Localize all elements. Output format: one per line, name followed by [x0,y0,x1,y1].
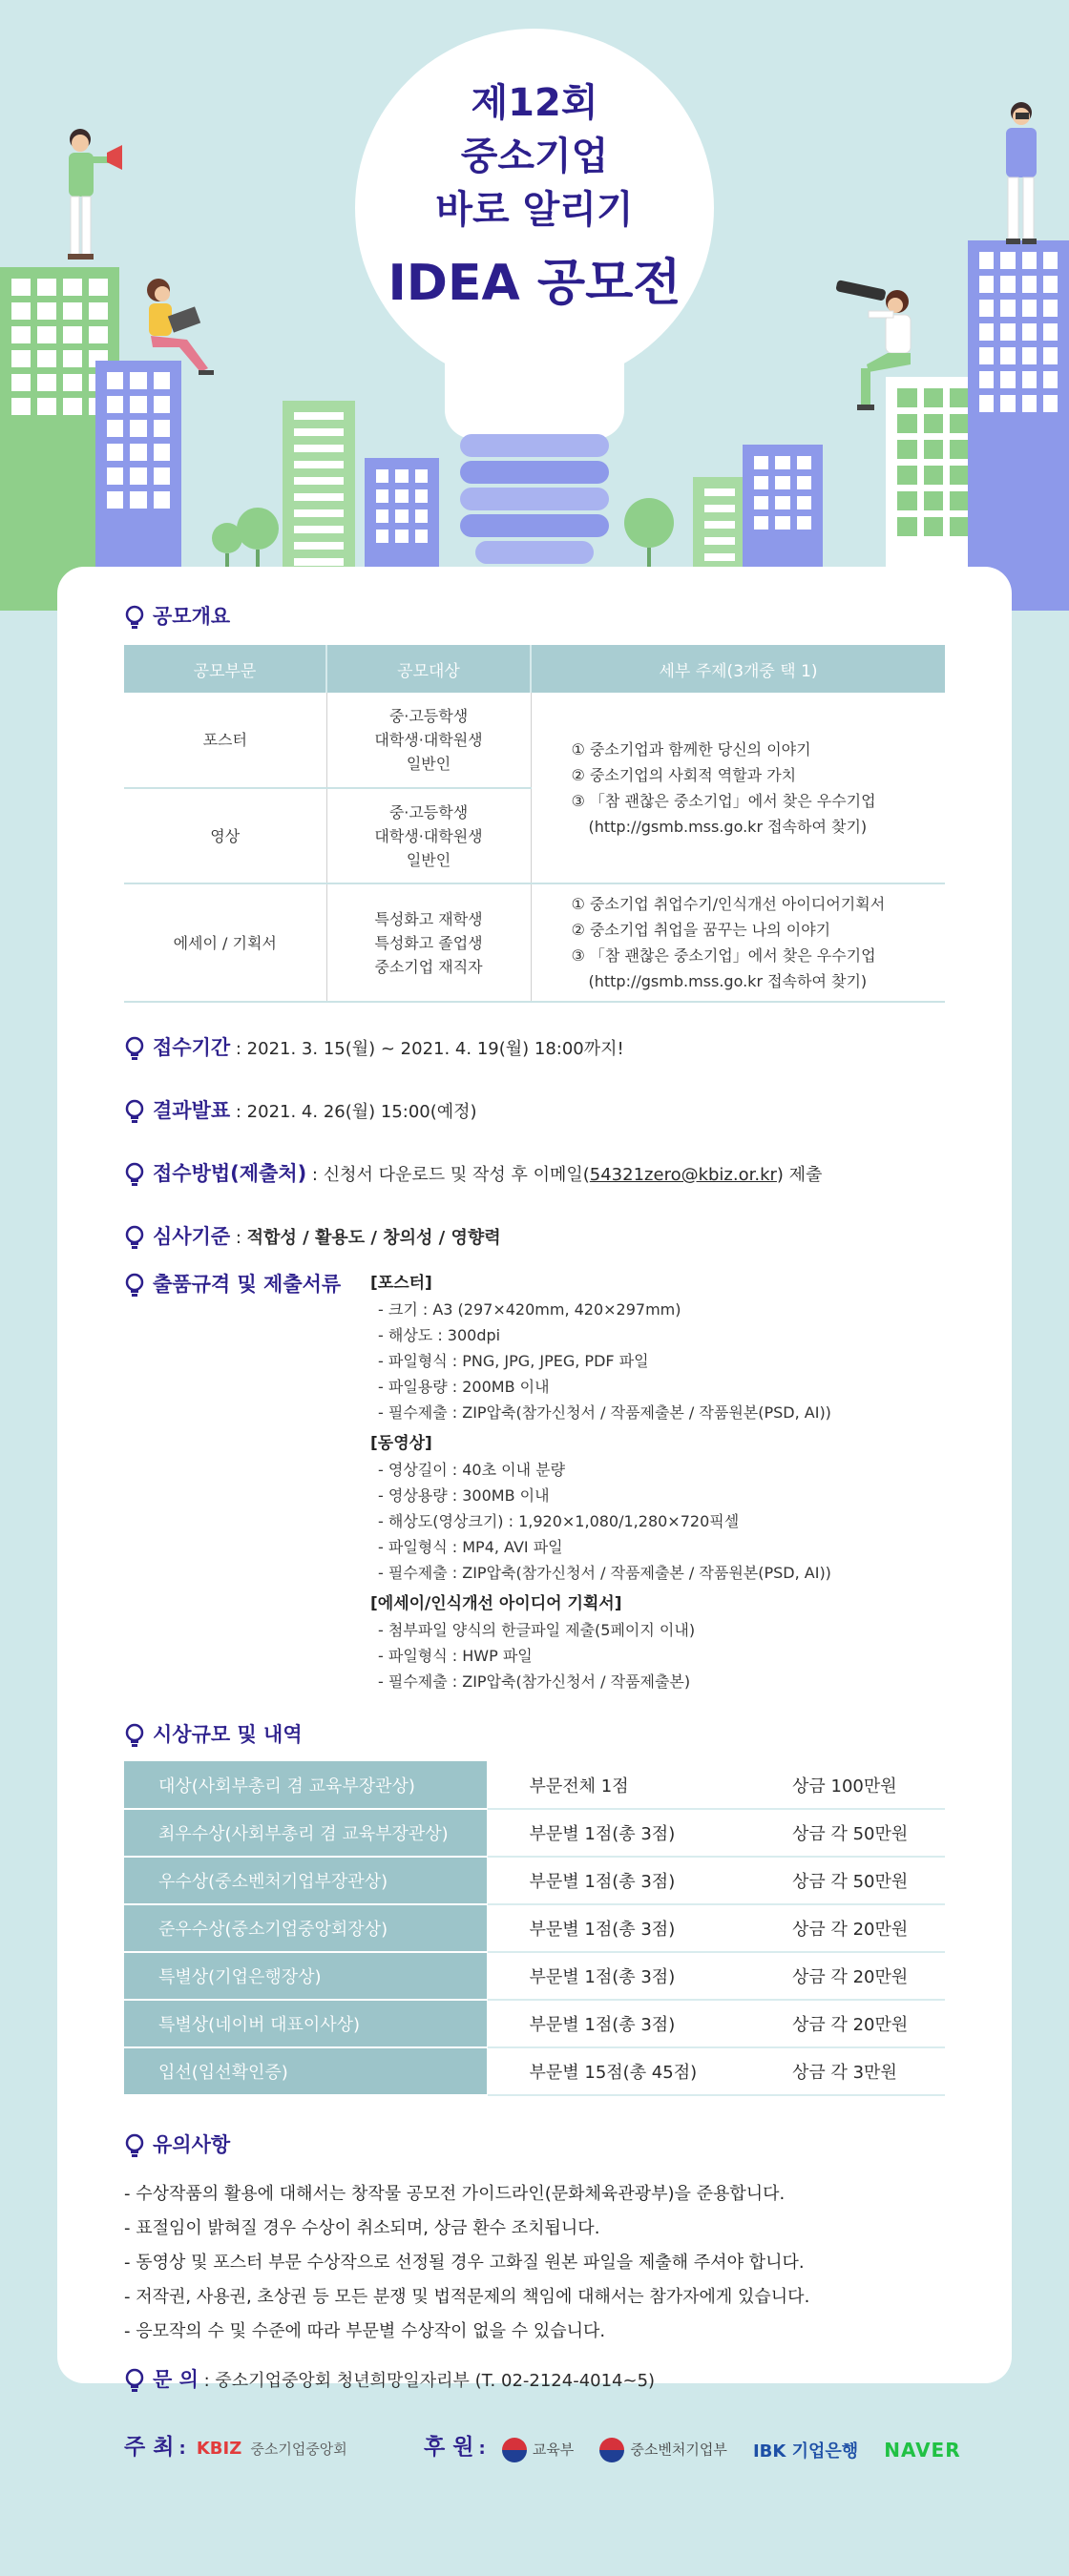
person-laptop-icon [132,277,227,401]
hero-title-line4: IDEA 공모전 [388,255,681,312]
prize-amount: 상금 각 20만원 [748,2000,945,2047]
target-item: 중·고등학생 [388,802,469,821]
overview-table [124,645,945,1003]
table-row [124,883,945,1002]
contact-row: 문 의 : 중소기업중앙회 청년희망일자리부 (T. 02-2124-4014~5) [124,2364,655,2393]
method-prefix: 신청서 다운로드 및 작성 후 이메일( [323,1165,590,1185]
topic-item: (http://gsmb.mss.go.kr 접속하여 찾기) [588,817,868,836]
notes-list [124,2177,809,2349]
topic-item: ① 중소기업과 함께한 당신의 이야기 [571,739,811,758]
target-item: 중·고등학생 [388,707,469,725]
overview-category-cell: 포스터 [124,693,326,788]
spec-item: - 필수제출 : ZIP압축(참가신청서 / 작품제출본 / 작품원본(PSD, AI)) [378,1403,831,1422]
target-item: 특성화고 재학생 [374,909,483,928]
table-row [124,693,945,788]
topic-item: ③ 「참 괜찮은 중소기업」에서 찾은 우수기업 [571,791,876,810]
prize-amount: 상금 각 20만원 [748,1952,945,2000]
spec-list [370,1271,831,1694]
table-row [124,1857,945,1904]
government-emblem-icon [502,2438,527,2462]
list-item: - 저작권, 사용권, 초상권 등 모든 분쟁 및 법적문제의 책임에 대해서는 참가자에게 있습니다. [124,2287,810,2307]
kbiz-logo: KBIZ [196,2439,242,2459]
prize-name: 대상(사회부총리 겸 교육부장관상) [124,1761,487,1809]
bulb-bullet-icon [124,1723,145,1748]
bulb-bullet-icon [124,1273,145,1298]
topic-item: ① 중소기업 취업수기/인식개선 아이디어기획서 [571,895,886,913]
prize-count: 부문별 15점(총 45점) [487,2047,748,2095]
bulb-bullet-icon [124,605,145,630]
email-link[interactable]: 54321zero@kbiz.or.kr [589,1165,777,1185]
spec-item: - 파일형식 : PNG, JPG, JPEG, PDF 파일 [378,1352,649,1370]
prize-name: 특별상(기업은행장상) [124,1952,487,2000]
table-row [124,1952,945,2000]
prize-amount: 상금 각 3만원 [748,2047,945,2095]
host-name: 중소기업중앙회 [250,2441,347,2458]
spec-item: - 크기 : A3 (297×420mm, 420×297mm) [378,1300,681,1319]
person-megaphone-icon [53,124,130,267]
prize-amount: 상금 각 50만원 [748,1857,945,1904]
topic-item: (http://gsmb.mss.go.kr 접속하여 찾기) [588,972,868,990]
spec-group-title: [동영상] [370,1434,432,1453]
method-label: 접수방법(제출처) [153,1162,307,1185]
prizes-section-title [124,1719,303,1748]
table-row [124,1809,945,1857]
table-row [124,2047,945,2095]
criteria-value: 적합성 / 활용도 / 창의성 / 영향력 [246,1228,501,1248]
prize-name: 준우수상(중소기업중앙회장상) [124,1904,487,1952]
period-label: 접수기간 [153,1036,231,1059]
sponsor-name: 중소벤처기업부 [630,2441,727,2458]
prizes-title-text: 시상규모 및 내역 [153,1723,303,1746]
prize-name: 우수상(중소벤처기업부장관상) [124,1857,487,1904]
overview-title-text: 공모개요 [153,605,231,628]
prize-count: 부문별 1점(총 3점) [487,2000,748,2047]
list-item: - 표절임이 밝혀질 경우 수상이 취소되며, 상금 환수 조치됩니다. [124,2218,600,2238]
sponsor-label: 후 원 [423,2435,474,2460]
spec-item: - 영상용량 : 300MB 이내 [378,1486,550,1505]
overview-table-header [124,645,945,693]
result-line: 결과발표 : 2021. 4. 26(월) 15:00(예정) [124,1095,477,1124]
overview-target-cell [326,693,531,788]
contact-value: 중소기업중앙회 청년희망일자리부 (T. 02-2124-4014~5) [215,2371,656,2391]
overview-col-target: 공모대상 [326,645,531,693]
spec-group-title: [포스터] [370,1274,432,1293]
footer-logos: 주 최 : KBIZ 중소기업중앙회 후 원 : 교육부 중소벤처기업부 IBK 기업은행 NAVER [124,2435,961,2462]
overview-target-cell [326,883,531,1002]
naver-logo: NAVER [884,2438,961,2462]
topic-item: ③ 「참 괜찮은 중소기업」에서 찾은 우수기업 [571,946,876,965]
prize-table [124,1761,945,2096]
overview-section-title [124,601,230,630]
table-row [124,1761,945,1809]
person-telescope-icon [830,277,935,420]
hero-illustration [0,0,1069,611]
bulb-bullet-icon [124,1162,145,1187]
bulb-bullet-icon [124,2368,145,2393]
prize-amount: 상금 100만원 [748,1761,945,1809]
prize-count: 부문별 1점(총 3점) [487,1904,748,1952]
spec-group-title: [에세이/인식개선 아이디어 기획서] [370,1594,622,1613]
spec-item: - 해상도 : 300dpi [378,1326,501,1344]
target-item: 중소기업 재직자 [374,957,483,976]
prize-amount: 상금 각 20만원 [748,1904,945,1952]
notes-title-text: 유의사항 [153,2133,231,2156]
result-value: 2021. 4. 26(월) 15:00(예정) [246,1102,477,1122]
target-item: 대학생·대학원생 [374,826,483,845]
target-item: 일반인 [406,755,451,773]
overview-topic-cell [531,693,945,883]
host-label: 주 최 [124,2435,175,2460]
content-card [57,567,1012,2383]
prize-count: 부문전체 1점 [487,1761,748,1809]
period-value: 2021. 3. 15(월) ~ 2021. 4. 19(월) 18:00까지! [246,1039,624,1059]
target-item: 일반인 [406,850,451,869]
topic-item: ② 중소기업 취업을 꿈꾸는 나의 이야기 [571,921,831,939]
contact-label: 문 의 [153,2368,199,2391]
criteria-line: 심사기준 : 적합성 / 활용도 / 창의성 / 영향력 [124,1221,501,1250]
prize-name: 최우수상(사회부총리 겸 교육부장관상) [124,1809,487,1857]
method-line: 접수방법(제출처) : 신청서 다운로드 및 작성 후 이메일(54321zero@kbiz.or.kr) 제출 [124,1158,822,1187]
sponsor-mss [599,2438,726,2462]
prize-count: 부문별 1점(총 3점) [487,1857,748,1904]
overview-target-cell [326,788,531,883]
prize-count: 부문별 1점(총 3점) [487,1809,748,1857]
list-item: - 동영상 및 포스터 부문 수상작으로 선정될 경우 고화질 원본 파일을 제출해 주셔야 합니다. [124,2253,805,2273]
overview-col-topic: 세부 주제(3개중 택 1) [531,645,945,693]
prize-amount: 상금 각 50만원 [748,1809,945,1857]
spec-item: - 필수제출 : ZIP압축(참가신청서 / 작품제출본) [378,1672,691,1691]
target-item: 대학생·대학원생 [374,731,483,749]
result-label: 결과발표 [153,1099,231,1122]
hero-title-line3: 바로 알리기 [435,188,634,232]
spec-item: - 첨부파일 양식의 한글파일 제출(5페이지 이내) [378,1621,696,1639]
criteria-label: 심사기준 [153,1225,231,1248]
spec-item: - 파일용량 : 200MB 이내 [378,1378,550,1396]
hero-title-line2: 중소기업 [460,135,609,178]
ibk-logo: IBK 기업은행 [752,2441,859,2462]
prize-count: 부문별 1점(총 3점) [487,1952,748,2000]
bulb-base [460,434,609,577]
overview-category-cell: 영상 [124,788,326,883]
spec-item: - 영상길이 : 40초 이내 분량 [378,1461,566,1479]
table-row [124,2000,945,2047]
list-item: - 수상작품의 활용에 대해서는 창작물 공모전 가이드라인(문화체육관광부)을 준용합니다. [124,2184,786,2204]
bulb-bullet-icon [124,1036,145,1061]
notes-section-title [124,2129,230,2158]
prize-name: 특별상(네이버 대표이사상) [124,2000,487,2047]
list-item: - 응모작의 수 및 수준에 따라 부문별 수상작이 없을 수 있습니다. [124,2321,606,2341]
table-row [124,1904,945,1952]
overview-category-cell: 에세이 / 기획서 [124,883,326,1002]
overview-col-category: 공모부문 [124,645,326,693]
method-suffix: ) 제출 [776,1165,823,1185]
spec-item: - 해상도(영상크기) : 1,920×1,080/1,280×720픽셀 [378,1512,740,1530]
bulb-bullet-icon [124,1099,145,1124]
topic-item: ② 중소기업의 사회적 역할과 가치 [571,765,797,784]
spec-section-title [124,1269,341,1298]
bulb-bullet-icon [124,1225,145,1250]
sponsor-moe [502,2438,574,2462]
hero-title [355,76,714,326]
person-binoculars-icon [989,99,1056,252]
building-right-tall [968,240,1069,611]
target-item: 특성화고 졸업생 [374,933,483,952]
overview-topic-cell [531,883,945,1002]
hero-title-line1: 제12회 [471,81,598,125]
spec-item: - 파일형식 : MP4, AVI 파일 [378,1538,563,1556]
spec-item: - 파일형식 : HWP 파일 [378,1647,533,1665]
period-line: 접수기간 : 2021. 3. 15(월) ~ 2021. 4. 19(월) 18:00까지! [124,1032,624,1061]
sponsor-name: 교육부 [532,2441,575,2458]
bulb-bullet-icon [124,2133,145,2158]
prize-name: 입선(입선확인증) [124,2047,487,2095]
spec-item: - 필수제출 : ZIP압축(참가신청서 / 작품제출본 / 작품원본(PSD, AI)) [378,1564,831,1582]
spec-label: 출품규격 및 제출서류 [153,1273,342,1296]
government-emblem-icon [599,2438,624,2462]
